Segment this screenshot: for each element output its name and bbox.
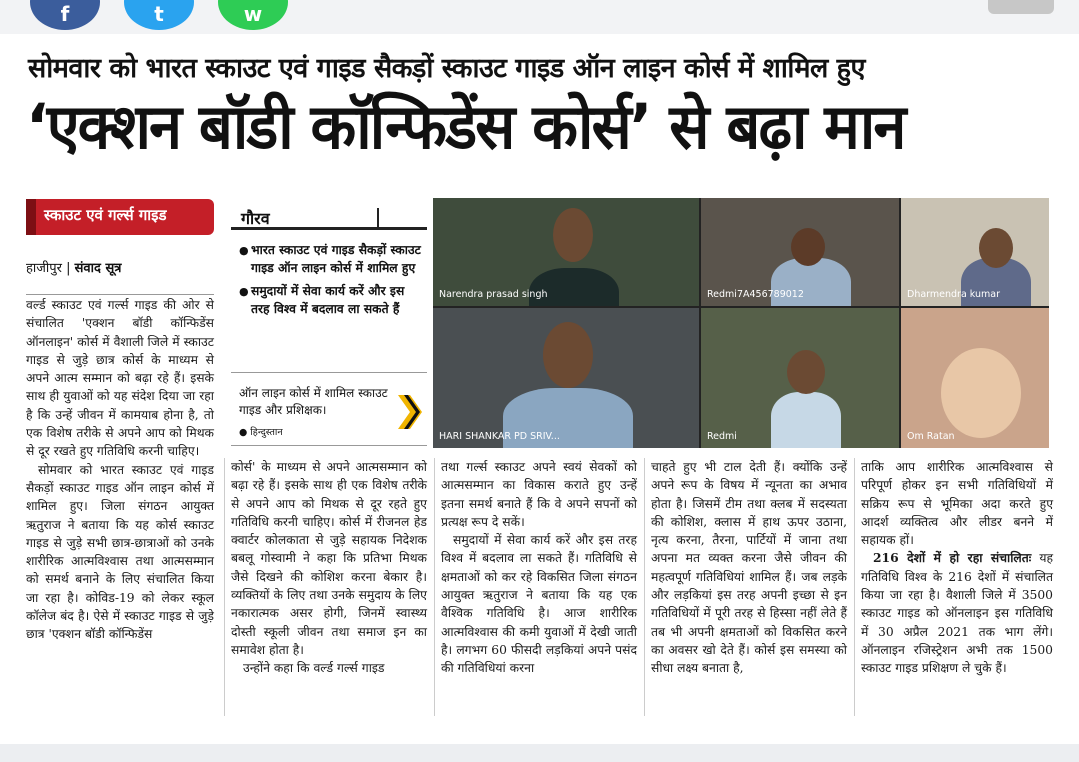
whatsapp-icon: w <box>243 2 263 26</box>
participant-name: Redmi <box>707 431 737 442</box>
paragraph: चाहते हुए भी टाल देती हैं। क्योंकि उन्हें अपने रूप के विषय में न्यूनता का अभाव होता है। जिसमें टीम तथा क्लब में सदस्यता की कोशिश, क्लास में हाथ ऊपर उठाना, नृत्य करना, तैरना, पार्टियों में जाना तथा अपना मत व्यक्त करना जैसे जीवन की महत्वपूर्ण गतिविधियां शामिल हैं। जब लड़के और लड़कियां इस तरह अपनी इच्छा से इन गतिविधियों में पूरी तरह से हिस्सा नहीं लेते हैं तब भी अपनी क्षमताओं को विकसित करने का अवसर खो देते हैं। कोर्स इस समस्या को सीधा लक्ष्य बनाता है, <box>651 460 847 676</box>
kicker-line: सोमवार को भारत स्काउट एवं गाइड सैकड़ों स्काउट गाइड ऑन लाइन कोर्स में शामिल हुए <box>28 53 865 84</box>
participant-tile <box>433 198 699 306</box>
highlight-box-title <box>231 204 427 230</box>
participant-tile <box>433 308 699 448</box>
caption-credit: ● हिन्दुस्तान <box>239 427 283 438</box>
paragraph-text: यह गतिविधि विश्व के 216 देशों में संचालित किया जा रहा है। वैशाली जिले में 3500 स्काउट गाइड को ऑनलाइन इस गतिविधि में 30 अप्रैल 2021 तक भाग लेंगे। ऑनलाइन रजिस्ट्रेशन अभी तक 1500 स्काउट गाइड प्रशिक्षण ले चुके हैं। <box>861 551 1053 676</box>
chevron-right-icon <box>396 393 424 431</box>
paragraph: कोर्स' के माध्यम से अपने आत्मसम्मान को बढ़ा रहे हैं। इसके साथ ही एक विशेष तरीके से अपने आप को मिथक से दूर रहते हुए गतिविधि करनी चाहिए। कोर्स में रीजनल हेड क्वार्टर कोलकाता से जुड़े सहायक निदेशक बबलू गोस्वामी ने कहा कि प्रतिभा मिथक जैसे दिखने की कोशिश करना बेकार है। व्यक्तियों के लिए तथा उनके समुदाय के लिए नकारात्मक असर होगी, जिनमें स्वास्थ्य दोस्ती स्कूली जीवन तथा समाज इन का समावेश होता है। <box>231 460 427 657</box>
paragraph: तथा गर्ल्स स्काउट अपने स्वयं सेवकों को आत्मसम्मान का विकास कराते हुए उन्हें इतना समर्थ बनाते हैं कि वे अपने सपनों को प्रत्यक्ष रूप दे सकें। <box>441 460 637 529</box>
participant-name: Redmi7A456789012 <box>707 289 804 300</box>
highlight-bullet: ● समुदायों में सेवा कार्य करें और इस तरह विश्व में बदलाव ला सकते हैं <box>239 283 423 318</box>
video-call-photo <box>433 198 1049 448</box>
facebook-icon: f <box>60 2 70 26</box>
paragraph <box>861 549 1053 677</box>
article-column-5 <box>861 458 1053 678</box>
byline-place: हाजीपुर <box>26 261 62 276</box>
participant-name: Om Ratan <box>907 431 955 442</box>
highlight-bullet: ● भारत स्काउट एवं गाइड सैकड़ों स्काउट गाइड ऑन लाइन कोर्स में शामिल हुए <box>239 242 423 277</box>
column-divider <box>854 458 855 716</box>
byline-source: संवाद सूत्र <box>74 261 122 276</box>
twitter-icon: t <box>154 2 164 26</box>
participant-tile <box>701 198 899 306</box>
menu-button[interactable] <box>988 0 1054 14</box>
article-column-3 <box>441 458 637 678</box>
bottom-bar <box>0 744 1079 762</box>
paragraph: समुदायों में सेवा कार्य करें और इस तरह विश्व में बदलाव ला सकते हैं। गतिविधि से क्षमताओं को कर रहे विकसित जिला संगठन आयुक्त ऋतुराज ने बताया कि यह एक वैश्विक गतिविधि है। आज शारीरिक आत्मविश्वास की कमी युवाओं में देखी जाती है। लगभग 60 फीसदी लड़कियां अपने पसंद की गतिविधियां करना <box>441 533 637 676</box>
article-column-4 <box>651 458 847 678</box>
twitter-share-button[interactable] <box>124 0 194 30</box>
paragraph: वर्ल्ड स्काउट एवं गर्ल्स गाइड की ओर से संचालित 'एक्शन बॉडी कॉन्फिडेंस ऑनलाइन' कोर्स में वैशाली जिले में स्काउट गाइड से जुड़े छात्र कोर्स के माध्यम से अपने आत्म सम्मान को बढ़ा रहे हैं। इसके साथ ही युवाओं को यह संदेश दिया जा रहा है कि उन्हें जीवन में कामयाब होना है, तो एक विशेष तरीके से अपने आप को मिथक से दूर रखते हुए गतिविधि करनी चाहिए। <box>26 298 214 459</box>
participant-name: Dharmendra kumar <box>907 289 1001 300</box>
sub-heading: 216 देशों में हो रहा संचालितः <box>873 550 1032 566</box>
caption-text: ऑन लाइन कोर्स में शामिल स्काउट गाइड और प्रशिक्षक। <box>239 386 388 417</box>
byline: हाजीपुर | संवाद सूत्र <box>26 261 122 276</box>
divider <box>26 294 214 295</box>
participant-tile <box>701 308 899 448</box>
column-divider <box>224 458 225 716</box>
column-divider <box>644 458 645 716</box>
participant-tile <box>901 308 1049 448</box>
highlight-box <box>231 204 427 368</box>
column-divider <box>434 458 435 716</box>
participant-name: Narendra prasad singh <box>439 289 548 300</box>
participant-name: HARI SHANKAR PD SRIV... <box>439 431 560 442</box>
whatsapp-share-button[interactable] <box>218 0 288 30</box>
photo-caption <box>231 372 427 446</box>
highlight-title-text: गौरव <box>241 209 270 228</box>
facebook-share-button[interactable] <box>30 0 100 30</box>
share-bar <box>0 0 1079 34</box>
participant-tile <box>901 198 1049 306</box>
section-tag-label: स्काउट एवं गर्ल्स गाइड <box>44 206 167 224</box>
article-column-2 <box>231 458 427 678</box>
headline: ‘एक्शन बॉडी कॉन्फिडेंस कोर्स’ से बढ़ा मान <box>26 90 905 163</box>
article-column-1 <box>26 296 214 644</box>
section-tag <box>26 199 214 235</box>
paragraph: उन्होंने कहा कि वर्ल्ड गर्ल्स गाइड <box>243 661 385 676</box>
highlight-bullets <box>239 242 423 324</box>
paragraph: ताकि आप शारीरिक आत्मविश्वास से परिपूर्ण होकर इन सभी गतिविधियों में सक्रिय रूप से भूमिका अदा करते हुए आदर्श व्यक्तित्व और लीडर बनने में सहायक हों। <box>861 460 1053 548</box>
paragraph: सोमवार को भारत स्काउट एवं गाइड सैकड़ों स्काउट गाइड ऑन लाइन कोर्स में शामिल हुए। जिला संगठन आयुक्त ऋतुराज ने बताया कि यह कोर्स स्काउट गाइड से जुड़े सभी छात्र-छात्राओं को उनके शारीरिक आत्मविश्वास तथा आत्मसम्मान को समर्थ बनाने के लिए संचालित किया जा रहा है। कोविड-19 को लेकर स्कूल कॉलेज बंद है। ऐसे में स्काउट गाइड से जुड़े छात्र 'एक्शन बॉडी कॉन्फिडेंस <box>26 462 214 642</box>
